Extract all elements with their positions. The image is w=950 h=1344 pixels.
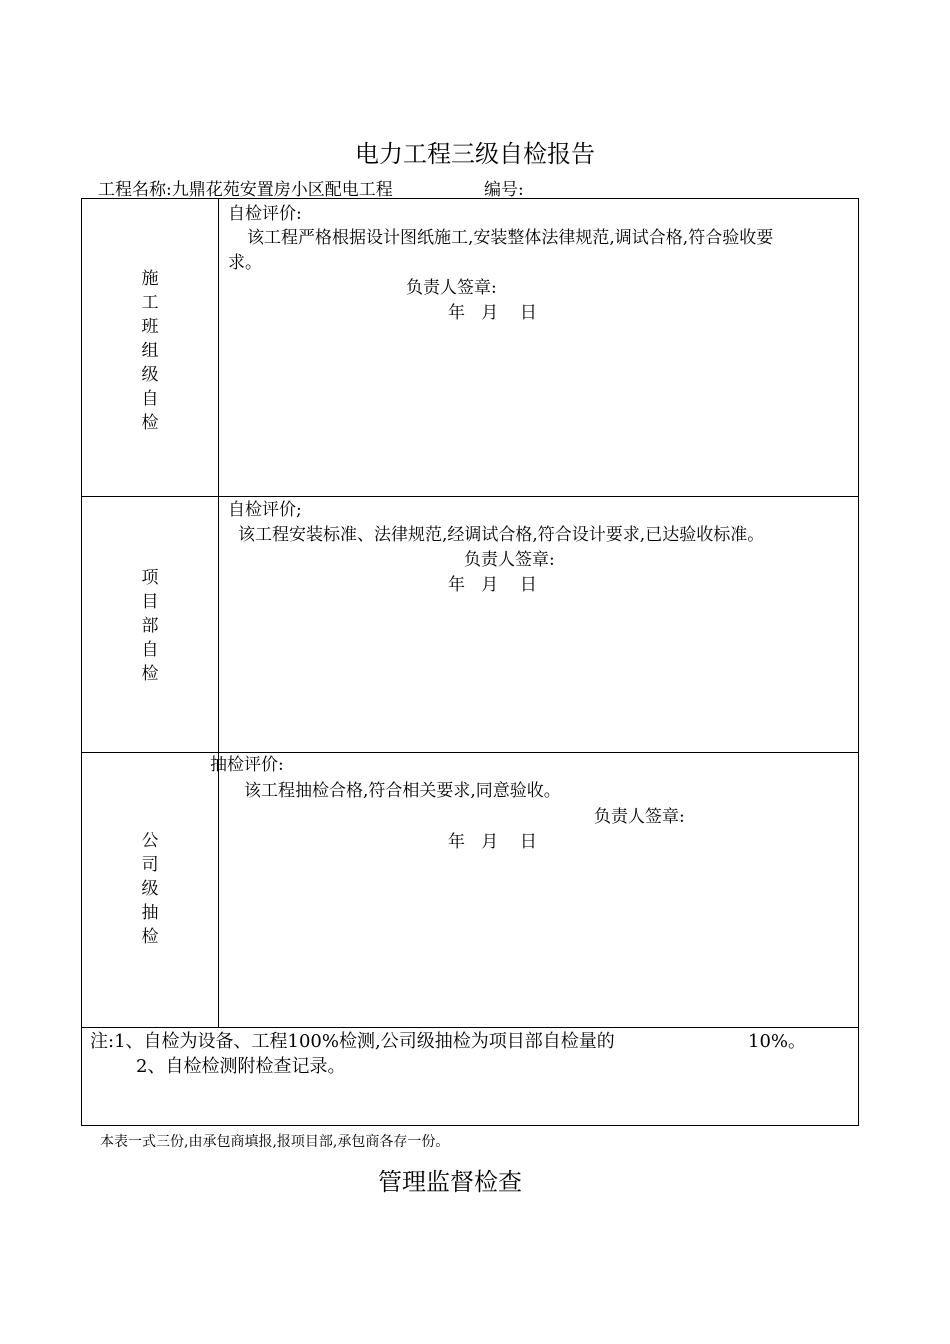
date-label: 年 月 日 bbox=[448, 303, 537, 323]
signature-label: 负责人签章: bbox=[406, 278, 497, 298]
note-line-1: 注:1、自检为设备、工程100%检测,公司级抽检为项目部自检量的 bbox=[90, 1031, 615, 1052]
section-label-team-self-check: 施 工 班 组 级 自 检 bbox=[141, 269, 159, 433]
signature-label: 负责人签章: bbox=[594, 807, 685, 827]
next-page-title: 管理监督检查 bbox=[378, 1168, 522, 1196]
column-divider bbox=[218, 199, 219, 1027]
eval-label: 抽检评价: bbox=[210, 755, 284, 775]
serial-number-label: 编号: bbox=[484, 180, 524, 200]
note-line-2: 2、自检检测附检查记录。 bbox=[136, 1056, 346, 1077]
row-divider bbox=[82, 752, 858, 753]
eval-label: 自检评价: bbox=[228, 204, 302, 224]
project-name: 工程名称:九鼎花苑安置房小区配电工程 bbox=[98, 180, 393, 200]
row-divider bbox=[82, 496, 858, 497]
eval-body: 该工程抽检合格,符合相关要求,同意验收。 bbox=[244, 781, 561, 801]
section-label-project-self-check: 项 目 部 自 检 bbox=[141, 568, 159, 684]
section-label-company-spot-check: 公 司 级 抽 检 bbox=[141, 831, 159, 947]
date-label: 年 月 日 bbox=[448, 832, 537, 852]
date-label: 年 月 日 bbox=[448, 575, 537, 595]
report-title: 电力工程三级自检报告 bbox=[355, 140, 595, 168]
inspection-table bbox=[81, 198, 859, 1126]
signature-label: 负责人签章: bbox=[464, 550, 555, 570]
eval-body: 该工程严格根据设计图纸施工,安装整体法律规范,调试合格,符合验收要 bbox=[247, 228, 774, 248]
footer-note: 本表一式三份,由承包商填报,报项目部,承包商各存一份。 bbox=[100, 1134, 450, 1150]
eval-body-cont: 求。 bbox=[228, 253, 262, 273]
eval-label: 自检评价; bbox=[228, 500, 302, 520]
eval-body: 该工程安装标准、法律规范,经调试合格,符合设计要求,已达验收标准。 bbox=[238, 525, 765, 545]
row-divider bbox=[82, 1027, 858, 1028]
note-line-1-percent: 10%。 bbox=[748, 1031, 807, 1052]
